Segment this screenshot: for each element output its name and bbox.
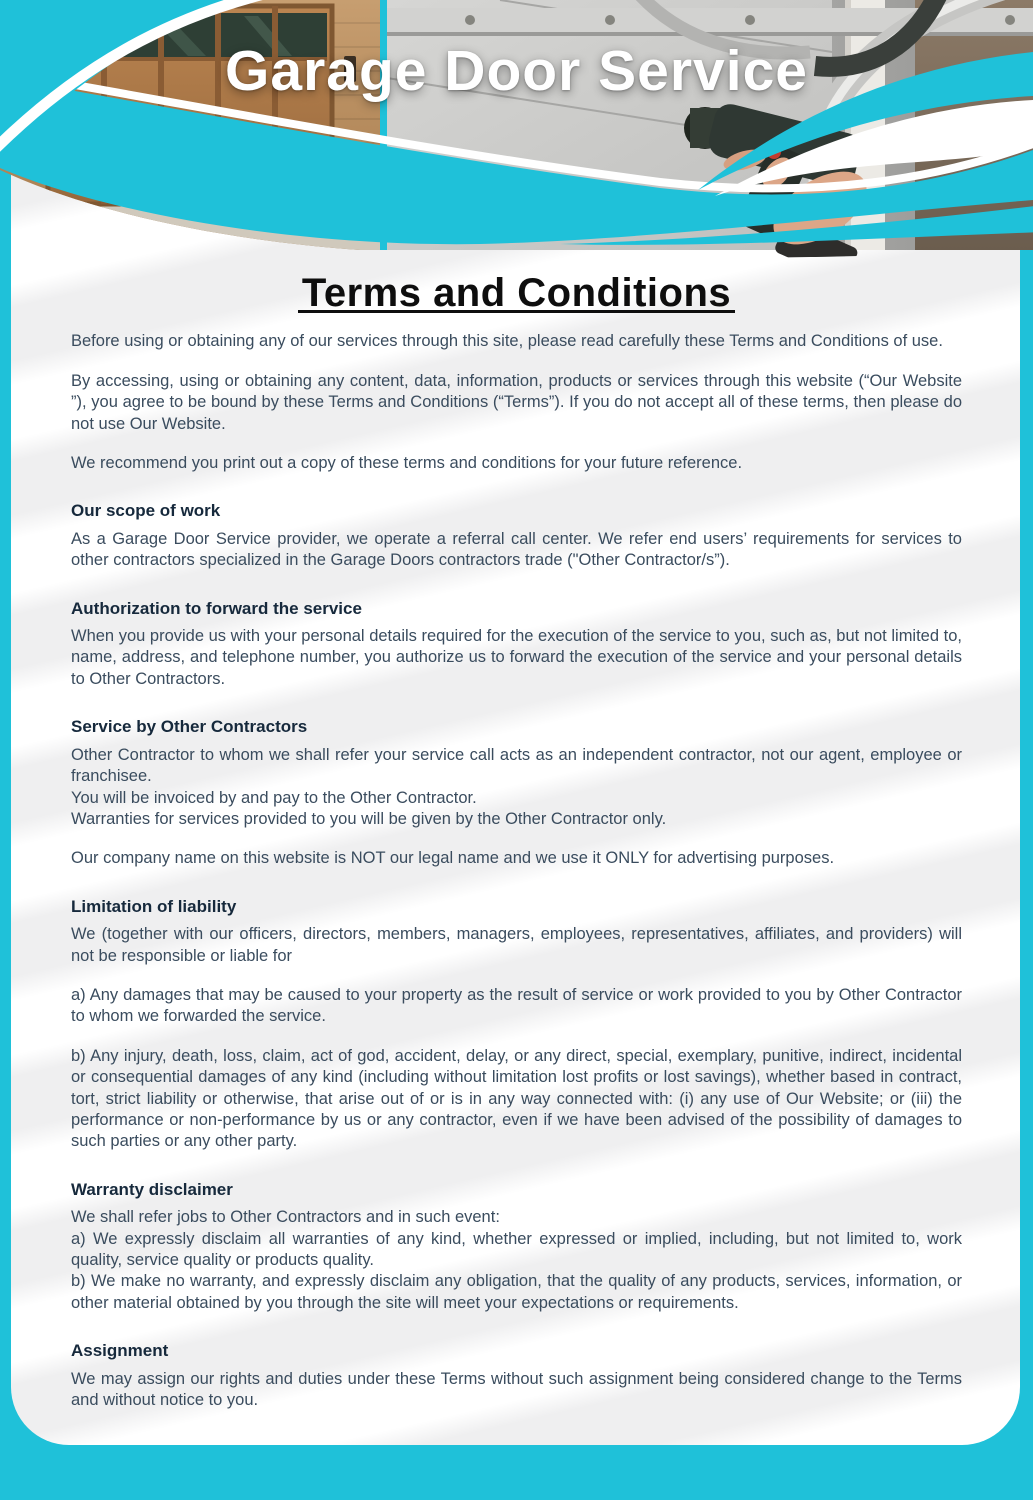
section-heading: Authorization to forward the service <box>71 598 362 618</box>
paragraph: a) Any damages that may be caused to your property as the result of service or work provided to you by Other Contractor to whom we forwarded the service. <box>71 985 962 1026</box>
paragraph: By accessing, using or obtaining any content, data, information, products or services through this website (“Our Website ”), you agree to be bound by these Terms and Conditions (“Terms”). If you do not accept all of these terms, then please do not use Our Website. <box>71 371 962 433</box>
paragraph-group <box>71 1207 962 1314</box>
page-title: Garage Door Service <box>225 39 808 103</box>
paragraph-line: Warranties for services provided to you will be given by the Other Contractor only. <box>71 809 667 828</box>
paragraph-line: b) We make no warranty, and expressly disclaim any obligation, that the quality of any products, services, information, or other material obtained by you through the site will meet your expectations or requirements. <box>71 1272 962 1312</box>
paragraph: We may assign our rights and duties under these Terms without such assignment being considered change to the Terms and without notice to you. <box>71 1369 962 1410</box>
paragraph: We (together with our officers, directors, members, managers, employees, representatives, affiliates, and providers) will not be responsible or liable for <box>71 925 962 965</box>
paragraph: Our company name on this website is NOT our legal name and we use it ONLY for advertising purposes. <box>71 849 835 868</box>
section-heading: Service by Other Contractors <box>71 717 308 737</box>
section-heading: Assignment <box>71 1341 169 1361</box>
doc-title: Terms and Conditions <box>71 283 962 313</box>
paragraph-line: a) We expressly disclaim all warranties of any kind, whether expressed or implied, including, but not limited to, work quality, service quality or products quality. <box>71 1229 962 1269</box>
section-heading: Limitation of liability <box>71 896 237 916</box>
paragraph: Before using or obtaining any of our services through this site, please read carefully these Terms and Conditions of use. <box>71 332 943 351</box>
section-heading: Warranty disclaimer <box>71 1179 233 1199</box>
paragraph: We recommend you print out a copy of these terms and conditions for your future reference. <box>71 454 743 473</box>
paragraph-line: We shall refer jobs to Other Contractors and in such event: <box>71 1208 500 1227</box>
paragraph-line: Other Contractor to whom we shall refer your service call acts as an independent contractor, not our agent, employee or franchisee. <box>71 745 962 786</box>
paragraph: When you provide us with your personal details required for the execution of the service to you, such as, but not limited to, name, address, and telephone number, you authorize us to forward the execution of the service and your personal details to Other Contractors. <box>71 627 962 688</box>
section-heading: Our scope of work <box>71 501 221 521</box>
terms-document <box>11 0 1020 1451</box>
paragraph: b) Any injury, death, loss, claim, act of god, accident, delay, or any direct, special, exemplary, punitive, indirect, incidental or consequential damages of any kind (including without limitation lost profits or lost savings), whether based in contract, tort, strict liability or otherwise, that arise out of or is in any way connected with: (i) any use of Our Website; or (iii) the performance or non-performance by us or any contractor, even if we have been advised of the possibility of damages to such parties or any other party. <box>71 1046 962 1151</box>
paragraph-group <box>71 745 962 831</box>
paragraph: As a Garage Door Service provider, we operate a referral call center. We refer end users’ requirements for services to other contractors specialized in the Garage Doors contractors trade ("Other Contractor/s”). <box>71 529 962 570</box>
paragraph-line: You will be invoiced by and pay to the Other Contractor. <box>71 788 477 807</box>
